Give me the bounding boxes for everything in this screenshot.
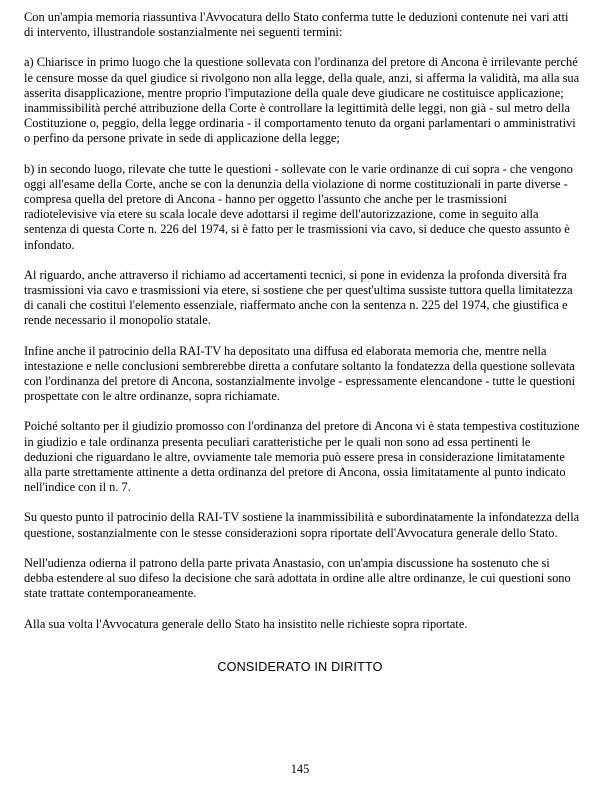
paragraph-2: a) Chiarisce in primo luogo che la questione sollevata con l'ordinanza del pretore di Ancona è irrilevante perché le censure mosse da quel giudice si rivolgono non alla legge, della quale, anzi, si afferma la validità, ma alla sua asserita disapplicazione, mentre proprio l'imputazione della quale deve giudicare ne costituisce applicazione; inammissibilità perché attribuzione della Corte è controllare la legittimità delle leggi, non già - sul metro della Costituzione o, peggio, della legge ordinaria - il comportamento tenuto da organi parlamentari o amministrativi o perfino da persone private in sede di applicazione della legge; xyxy=(24,55,580,146)
paragraph-4: Al riguardo, anche attraverso il richiamo ad accertamenti tecnici, si pone in evidenza la profonda diversità fra trasmissioni via cavo e trasmissioni via etere, si sostiene che per quest'ultima sussiste tuttora quella limitatezza di canali che costituì l'elemento essenziale, riaffermato anche con la sentenza n. 225 del 1974, che giustifica e rende necessario il monopolio statale. xyxy=(24,267,573,328)
paragraph-1: Con un'ampia memoria riassuntiva l'Avvocatura dello Stato conferma tutte le deduzioni contenute nei vari atti di intervento, illustrandole sostanzialmente nei seguenti termini: xyxy=(24,10,569,40)
paragraph-7: Su questo punto il patrocinio della RAI-TV sostiene la inammissibilità e subordinatamente la infondatezza della questione, sostanzialmente con le stesse considerazioni sopra riportate dell'Avvocatura generale dello Stato. xyxy=(24,510,580,540)
paragraph-8: Nell'udienza odierna il patrono della parte privata Anastasio, con un'ampia discussione ha sostenuto che si debba estendere al suo difeso la decisione che sarà adottata in ordine alle altre ordinanze, le cui questioni sono state trattate contemporaneamente. xyxy=(24,555,571,601)
section-heading: CONSIDERATO IN DIRITTO xyxy=(217,660,383,674)
page-number: 145 xyxy=(290,762,310,776)
paragraph-3: b) in secondo luogo, rilevate che tutte le questioni - sollevate con le varie ordinanze di cui sopra - che vengono oggi all'esame della Corte, anche se con la denunzia della violazione di norme costituzionali in parte diverse - compresa quella del pretore di Ancona - hanno per oggetto l'assunto che anche per le trasmissioni radiotelevisive via etere su scala locale deve adottarsi il regime dell'autorizzazione, come in seguito alla sentenza di questa Corte n. 226 del 1974, si è fatto per le trasmissioni via cavo, si deduce che questo assunto è infondato. xyxy=(24,161,573,252)
paragraph-9: Alla sua volta l'Avvocatura generale dello Stato ha insistito nelle richieste sopra riportate. xyxy=(24,616,468,631)
paragraph-5: Infine anche il patrocinio della RAI-TV ha depositato una diffusa ed elaborata memoria che, mentre nella intestazione e nelle conclusioni sembrerebbe diretta a confutare soltanto la fondatezza della questione sollevata con l'ordinanza del pretore di Ancona, sostanzialmente involge - espressamente elencandone - tutte le questioni prospettate con le altre ordinanze, sopra richiamate. xyxy=(24,343,576,404)
document-body xyxy=(24,10,580,647)
paragraph-6: Poiché soltanto per il giudizio promosso con l'ordinanza del pretore di Ancona vi è stata tempestiva costituzione in giudizio e tale ordinanza presenta peculiari caratteristiche per le quali non sono ad essa pertinenti le deduzioni che riguardano le altre, ovviamente tale memoria può essere presa in considerazione limitatamente alla parte strettamente attinente a detta ordinanza del pretore di Ancona, ossia limitatamente al punto indicato nell'indice con il n. 7. xyxy=(24,419,580,495)
